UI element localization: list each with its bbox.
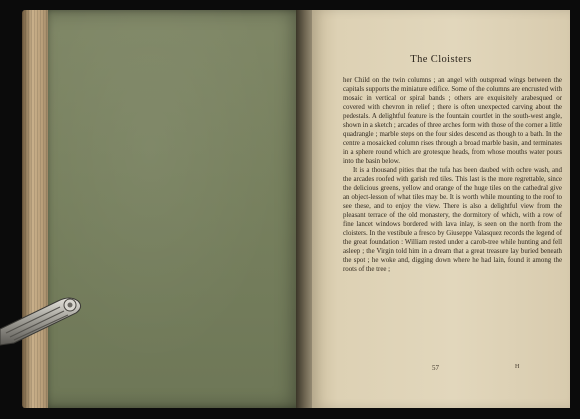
paragraph: It is a thousand pities that the tufa has been daubed with ochre wash, and the arcades roofed with garish red tiles. This last is the more regrettable, since the delicious greens, yellow and orange of the huge tiles on the cathedral give an object-lesson of what tiles may be. It is worth while mounting to the roof to see these, and to enjoy the view. There is also a delightful view from the pleasant terrace of the old monastery, the dormitory of which, with a row of fine lancet windows bordered with lava inlay, is seen on the north from the cloisters. In the vestibule a fresco by Giuseppe Valasquez records the legend of the great foundation : William rested under a carob-tree while hunting and fell asleep ; the Virgin told him in a dream that a great treasure lay buried beneath the spot ; he woke and, digging down where he had lain, found it among the roots of the tree ; — [343, 167, 562, 273]
right-page — [312, 10, 570, 408]
signature-mark: H — [515, 364, 520, 370]
paragraph: her Child on the twin columns ; an angel with outspread wings between the capitals supports the miniature edifice. Some of the columns are encrusted with mosaic in vertical or spiral bands ; others are exquisitely arabesqued or covered with chevron in relief ; there is often unexpected carving about the pedestals. A delightful feature is the fountain courtlet in the south-west angle, shown in a sketch ; arcades of three arches form with those of the corner a little quadrangle ; marble steps on the four sides descend as though to a bath. In the centre a mosaicked column rises through a broad marble basin, and terminates in a sphere round which are grotesque heads, from whose mouths water pours into the basin below. — [343, 77, 562, 165]
running-head: The Cloisters — [410, 54, 472, 65]
bookmark-clip-icon — [0, 289, 90, 349]
page-body-text — [343, 76, 562, 274]
page-number: 57 — [432, 364, 439, 372]
